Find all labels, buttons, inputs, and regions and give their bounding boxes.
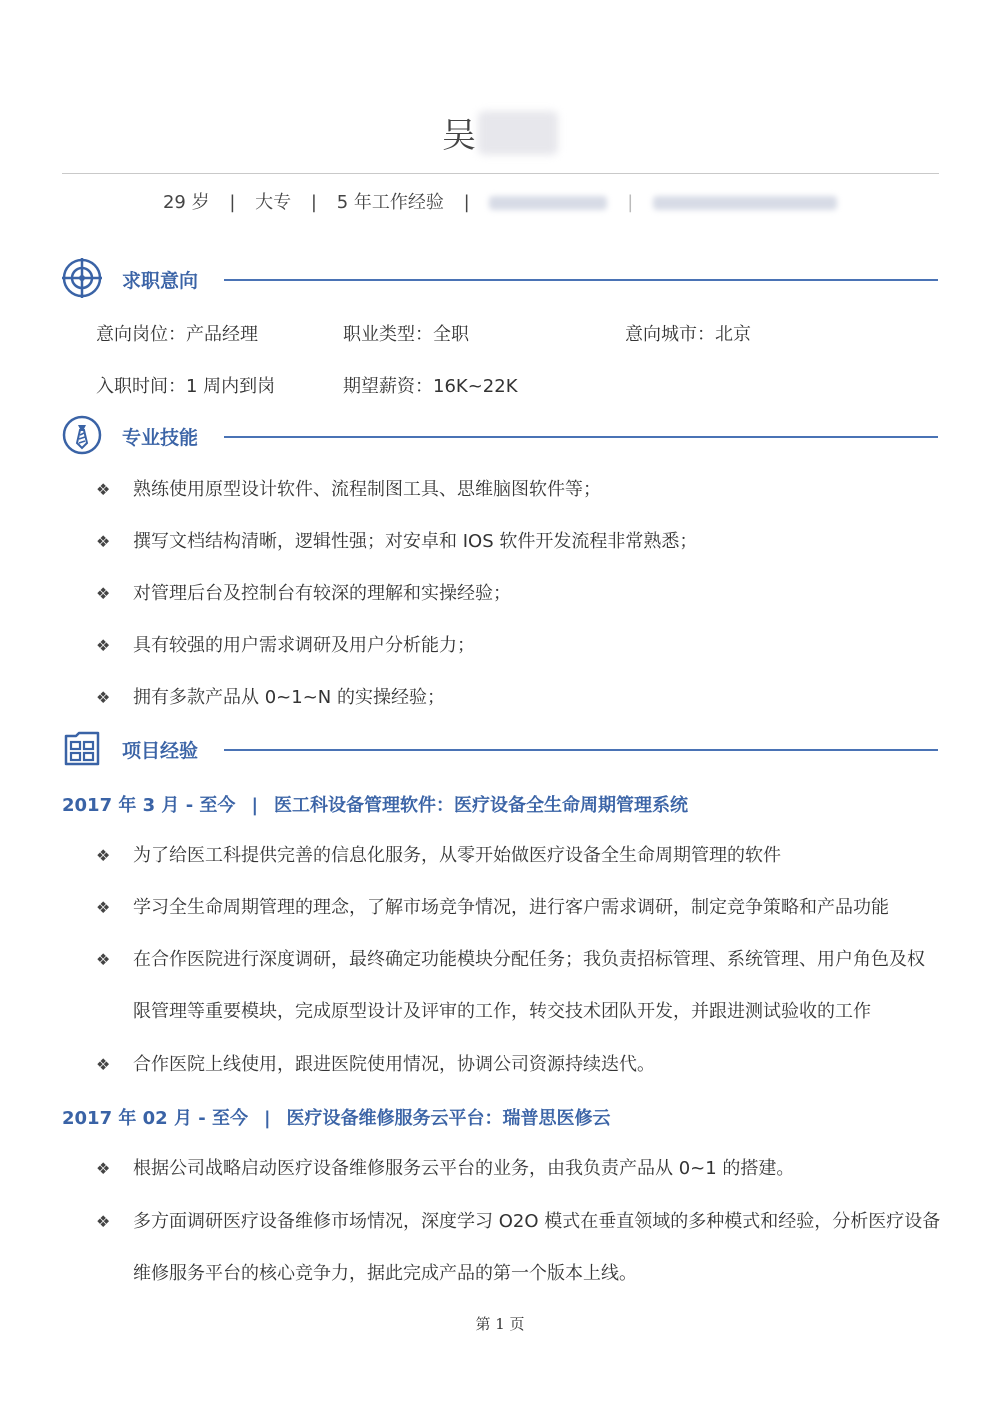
section-rule	[224, 436, 938, 438]
bullet-icon: ❖	[96, 636, 111, 655]
section-skills-header	[62, 415, 938, 457]
project-item: ❖ 在合作医院进行深度调研，最终确定功能模块分配任务；我负责招标管理、系统管理、用户角色及权限管理等重要模块，完成原型设计及评审的工作，转交技术团队开发，并跟进测试验收的工作	[96, 934, 942, 1038]
intent-city: 意向城市：北京	[625, 324, 751, 345]
section-rule	[224, 279, 938, 281]
intent-salary: 期望薪资：16K~22K	[343, 376, 518, 397]
email-redacted	[653, 196, 837, 210]
skill-item: ❖ 对管理后台及控制台有较深的理解和实操经验；	[96, 568, 942, 620]
project-name: 医工科设备管理软件：医疗设备全生命周期管理系统	[274, 795, 689, 816]
bullet-icon: ❖	[96, 950, 111, 969]
personal-info-row	[0, 188, 1000, 214]
skill-item: ❖ 熟练使用原型设计软件、流程制图工具、思维脑图软件等；	[96, 464, 942, 516]
project-item: ❖ 学习全生命周期管理的理念，了解市场竞争情况，进行客户需求调研，制定竞争策略和产品功能	[96, 882, 942, 934]
bullet-icon: ❖	[96, 532, 111, 551]
info-separator: |	[627, 192, 634, 213]
section-title: 项目经验	[122, 740, 199, 762]
project-grid-icon	[62, 728, 102, 768]
bullet-icon: ❖	[96, 480, 111, 499]
section-intent-header	[62, 258, 938, 300]
skill-item: ❖ 拥有多款产品从 0~1~N 的实操经验；	[96, 672, 942, 724]
name-redacted	[478, 111, 558, 155]
age: 29 岁	[162, 192, 210, 213]
project-name: 医疗设备维修服务云平台：瑞普思医修云	[286, 1108, 611, 1129]
section-title: 求职意向	[122, 270, 199, 292]
target-icon	[62, 258, 102, 298]
bullet-icon: ❖	[96, 846, 111, 865]
section-projects-header	[62, 728, 938, 770]
intent-position: 意向岗位：产品经理	[96, 324, 258, 345]
bullet-icon: ❖	[96, 1055, 111, 1074]
project-separator: |	[251, 795, 259, 816]
header-divider	[62, 173, 939, 174]
skill-item: ❖ 撰写文档结构清晰，逻辑性强；对安卓和 IOS 软件开发流程非常熟悉；	[96, 516, 942, 568]
project-period: 2017 年 3 月 - 至今	[62, 795, 236, 816]
intent-job-type: 职业类型：全职	[343, 324, 469, 345]
project-item: ❖ 为了给医工科提供完善的信息化服务，从零开始做医疗设备全生命周期管理的软件	[96, 830, 942, 882]
experience: 5 年工作经验	[336, 192, 444, 213]
tie-icon	[62, 415, 102, 455]
bullet-icon: ❖	[96, 898, 111, 917]
phone-redacted	[489, 196, 607, 210]
info-separator: |	[229, 192, 236, 213]
skill-item: ❖ 具有较强的用户需求调研及用户分析能力；	[96, 620, 942, 672]
section-rule	[224, 749, 938, 751]
project-item: ❖ 多方面调研医疗设备维修市场情况，深度学习 O2O 模式在垂直领域的多种模式和经验，分析医疗设备维修服务平台的核心竞争力，据此完成产品的第一个版本上线。	[96, 1196, 942, 1300]
bullet-icon: ❖	[96, 1212, 111, 1231]
bullet-icon: ❖	[96, 688, 111, 707]
name-surname: 吴	[442, 116, 476, 156]
name-heading	[0, 108, 1000, 164]
project-item: ❖ 根据公司战略启动医疗设备维修服务云平台的业务，由我负责产品从 0~1 的搭建。	[96, 1143, 942, 1195]
intent-start-time: 入职时间：1 周内到岗	[96, 376, 276, 397]
info-separator: |	[463, 192, 470, 213]
bullet-icon: ❖	[96, 584, 111, 603]
page-number: 第 1 页	[475, 1315, 525, 1333]
education: 大专	[255, 192, 292, 213]
project-item: ❖ 合作医院上线使用，跟进医院使用情况，协调公司资源持续迭代。	[96, 1039, 942, 1091]
project-header	[62, 1104, 611, 1130]
info-separator: |	[310, 192, 317, 213]
project-header	[62, 791, 688, 817]
project-period: 2017 年 02 月 - 至今	[62, 1108, 248, 1129]
bullet-icon: ❖	[96, 1159, 111, 1178]
section-title: 专业技能	[122, 427, 199, 449]
project-separator: |	[263, 1108, 271, 1129]
